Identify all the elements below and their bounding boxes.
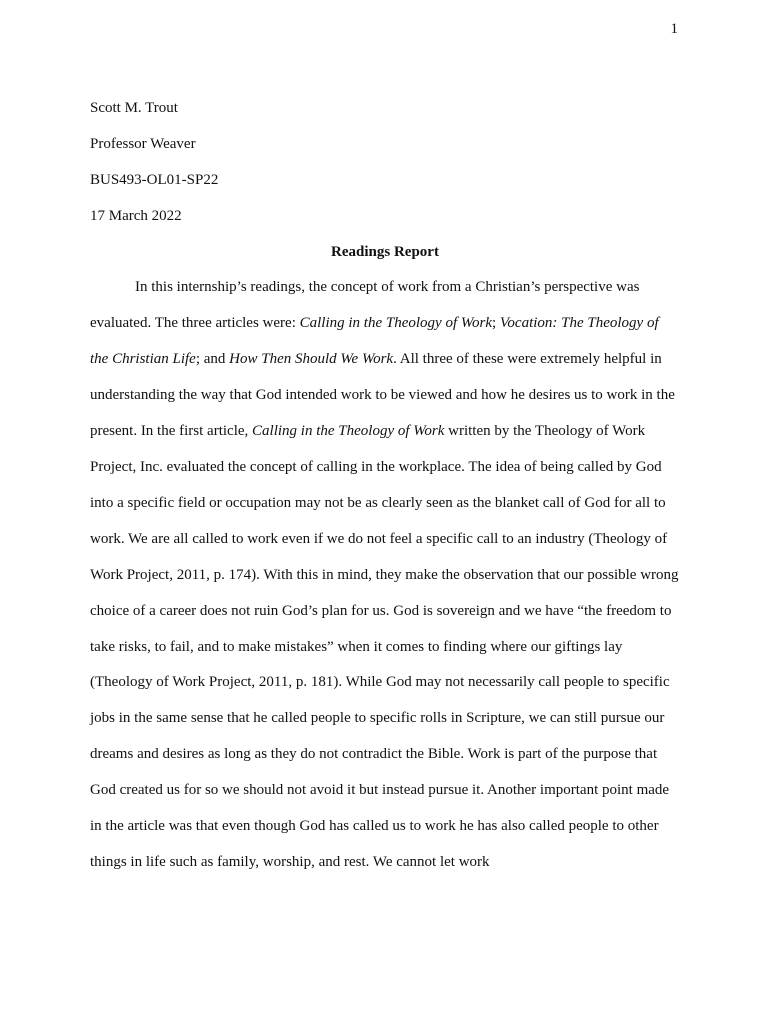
paragraph-text: In this internship’s readings, the concept of work from a Christian’s perspective was evaluated. The three articles were: xyxy=(90,279,640,332)
document-body xyxy=(90,91,680,881)
article-title: Calling in the Theology of Work xyxy=(252,423,445,440)
report-date: 17 March 2022 xyxy=(90,207,182,224)
article-title: Calling in the Theology of Work xyxy=(299,315,492,332)
paragraph-text: ; and xyxy=(195,351,230,368)
page-number: 1 xyxy=(670,21,678,37)
paragraph-text: written by the Theology of Work Project, Inc. evaluated the concept of calling in the workplace. The idea of being called by God into a specific field or occupation may not be as clearly seen as the blanket call of God for all to work. We are all called to work even if we do not feel a specific call to an industry (Theology of Work Project, 2011, p. 174). With this in mind, they make the observation that our possible wrong choice of a career does not ruin God’s plan for us. God is sovereign and we have “the freedom to take risks, to fail, and to make mistakes” when it comes to finding where our giftings lay (Theology of Work Project, 2011, p. 181). While God may not necessarily call people to specific jobs in the same sense that he called people to specific rolls in Scripture, we can still pursue our dreams and desires as long as they do not contradict the Bible. Work is part of the purpose that God created us for so we should not avoid it but instead pursue it. Another important point made in the article was that even though God has called us to work he has also called people to other things in life such as family, worship, and rest. We cannot let work xyxy=(90,423,679,870)
article-title: Vocation: The Theology of the Christian Life xyxy=(90,315,659,368)
paragraph-text: ; xyxy=(491,315,500,332)
article-title: How Then Should We Work xyxy=(229,351,394,368)
body-paragraph xyxy=(90,270,680,880)
paragraph-text: . All three of these were extremely helpful in understanding the way that God intended work to be viewed and how he desires us to work in the present. In the first article, xyxy=(90,351,675,440)
report-title: Readings Report xyxy=(331,243,439,260)
professor-name: Professor Weaver xyxy=(90,135,196,152)
author-name: Scott M. Trout xyxy=(90,100,178,116)
course-code: BUS493-OL01-SP22 xyxy=(90,171,219,188)
